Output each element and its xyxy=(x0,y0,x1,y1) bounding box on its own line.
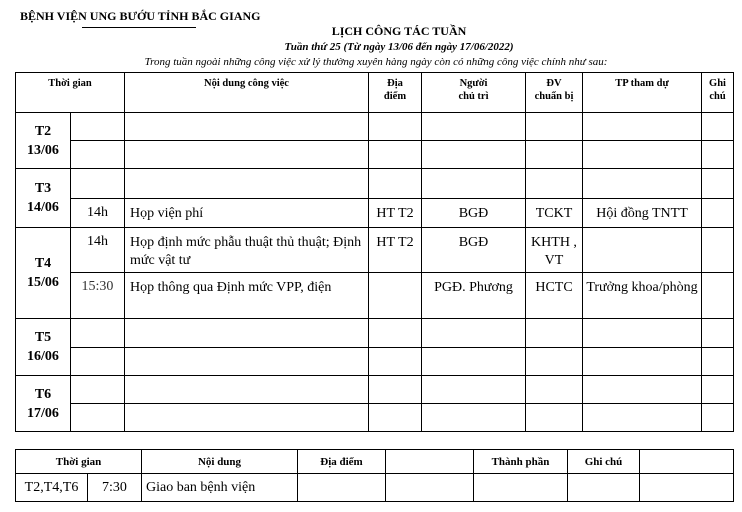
table-row xyxy=(16,169,734,199)
entry-unit: KHTH , VT xyxy=(526,228,583,273)
regular-header-row xyxy=(16,450,734,474)
table-row xyxy=(16,141,734,169)
day-cell-t4: T4 15/06 xyxy=(16,228,71,319)
table-header-row xyxy=(16,73,734,113)
entry-notes xyxy=(702,273,734,319)
regular-time: 7:30 xyxy=(88,474,142,502)
intro-text: Trong tuần ngoài những công việc xử lý thường xuyên hàng ngày còn có những công việc chính như sau: xyxy=(144,56,608,68)
regular-content-header: Nội dung xyxy=(142,450,298,474)
col-content-header: Nội dung công việc xyxy=(125,73,369,113)
col-place-header: Địa điểm xyxy=(369,73,422,113)
entry-content: Họp thông qua Định mức VPP, điện xyxy=(125,273,369,319)
entry-unit: TCKT xyxy=(526,199,583,228)
entry-content: Họp định mức phẫu thuật thủ thuật; Định mức vật tư xyxy=(125,228,369,273)
entry-host: BGĐ xyxy=(422,199,526,228)
table-row xyxy=(16,113,734,141)
col-host-header: Người chủ trì xyxy=(422,73,526,113)
week-range: Tuần thứ 25 (Từ ngày 13/06 đến ngày 17/06/2022) xyxy=(284,41,514,53)
entry-place xyxy=(369,273,422,319)
col-time-header: Thời gian xyxy=(16,73,125,113)
table-row xyxy=(16,404,734,432)
hospital-name: BỆNH VIỆN UNG BƯỚU TỈNH BẮC GIANG xyxy=(20,9,261,23)
regular-place-header: Địa điểm xyxy=(298,450,386,474)
regular-notes-header: Ghi chú xyxy=(568,450,640,474)
entry-participants: Trưởng khoa/phòng xyxy=(583,273,702,319)
entry-time: 14h xyxy=(71,228,125,273)
day-cell-t3: T3 14/06 xyxy=(16,169,71,228)
table-row xyxy=(16,199,734,228)
day-cell-t2: T2 13/06 xyxy=(16,113,71,169)
entry-unit: HCTC xyxy=(526,273,583,319)
table-row xyxy=(16,474,734,502)
col-participants-header: TP tham dự xyxy=(583,73,702,113)
entry-notes xyxy=(702,228,734,273)
entry-place: HT T2 xyxy=(369,199,422,228)
entry-content: Họp viện phí xyxy=(125,199,369,228)
entry-notes xyxy=(702,199,734,228)
entry-time: 14h xyxy=(71,199,125,228)
day-cell-t5: T5 16/06 xyxy=(16,319,71,376)
entry-place: HT T2 xyxy=(369,228,422,273)
regular-schedule-table xyxy=(15,449,734,502)
weekly-schedule-table xyxy=(15,72,734,432)
entry-host: BGĐ xyxy=(422,228,526,273)
entry-participants xyxy=(583,228,702,273)
table-row xyxy=(16,376,734,404)
table-row xyxy=(16,319,734,348)
entry-time: 15:30 xyxy=(71,273,125,319)
regular-days: T2,T4,T6 xyxy=(16,474,88,502)
table-row xyxy=(16,273,734,319)
day-cell-t6: T6 17/06 xyxy=(16,376,71,432)
col-notes-header: Ghi chú xyxy=(702,73,734,113)
entry-host: PGĐ. Phương xyxy=(422,273,526,319)
document-title: LỊCH CÔNG TÁC TUẦN xyxy=(331,24,467,38)
regular-members-header: Thành phần xyxy=(474,450,568,474)
regular-time-header: Thời gian xyxy=(16,450,142,474)
table-row xyxy=(16,348,734,376)
entry-participants: Hội đồng TNTT xyxy=(583,199,702,228)
col-unit-header: ĐV chuẩn bị xyxy=(526,73,583,113)
regular-content: Giao ban bệnh viện xyxy=(142,474,298,502)
table-row xyxy=(16,228,734,273)
